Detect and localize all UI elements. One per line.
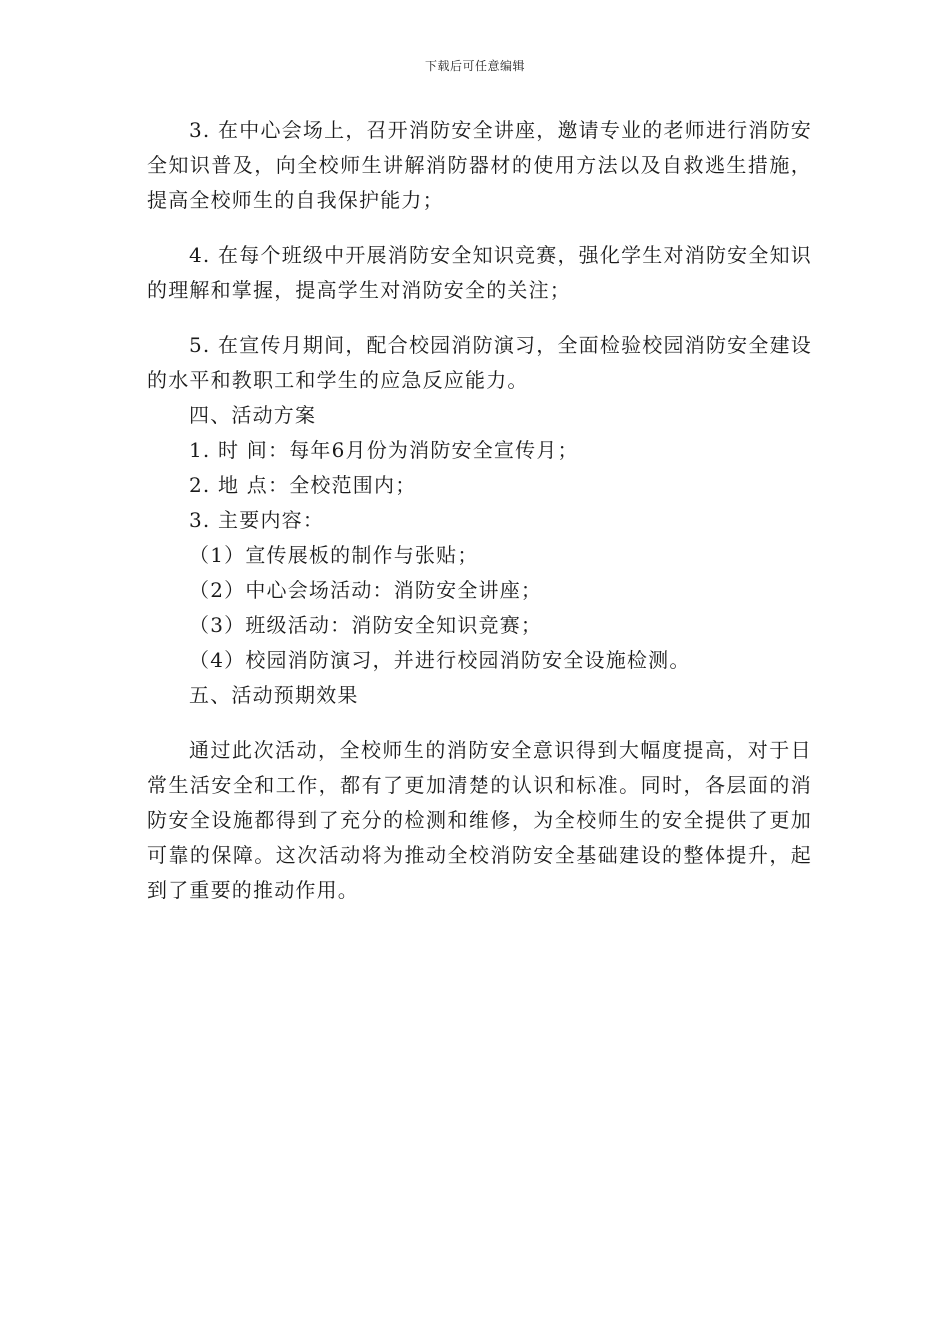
paragraph-item-5: 5. 在宣传月期间，配合校园消防演习，全面检验校园消防安全建设的水平和教职工和学生的应急反应能力。 [147, 333, 812, 392]
plan-item-main-content: 3. 主要内容： [189, 508, 325, 532]
content-sub-item-2: （2）中心会场活动：消防安全讲座； [189, 578, 543, 602]
content-sub-item-4: （4）校园消防演习，并进行校园消防安全设施检测。 [189, 648, 691, 672]
paragraph-item-4: 4. 在每个班级中开展消防安全知识竞赛，强化学生对消防安全知识的理解和掌握，提高学生对消防安全的关注； [147, 243, 812, 302]
plan-item-location: 2. 地 点：全校范围内； [189, 473, 417, 497]
paragraph-conclusion: 通过此次活动，全校师生的消防安全意识得到大幅度提高，对于日常生活安全和工作，都有了更加清楚的认识和标准。同时，各层面的消防安全设施都得到了充分的检测和维修，为全校师生的安全提供了更加可靠的保障。这次活动将为推动全校消防安全基础建设的整体提升，起到了重要的推动作用。 [147, 738, 812, 902]
content-sub-item-1: （1）宣传展板的制作与张贴； [189, 543, 479, 567]
page-header: 下载后可任意编辑 [424, 59, 525, 73]
document-body [147, 113, 812, 908]
paragraph-item-3: 3. 在中心会场上，召开消防安全讲座，邀请专业的老师进行消防安全知识普及，向全校师生讲解消防器材的使用方法以及自救逃生措施，提高全校师生的自我保护能力； [147, 118, 812, 212]
plan-item-time: 1. 时 间：每年6月份为消防安全宣传月； [189, 438, 579, 462]
section-title-expected-effect: 五、活动预期效果 [189, 683, 359, 707]
section-title-activity-plan: 四、活动方案 [189, 403, 317, 427]
content-sub-item-3: （3）班级活动：消防安全知识竞赛； [189, 613, 543, 637]
